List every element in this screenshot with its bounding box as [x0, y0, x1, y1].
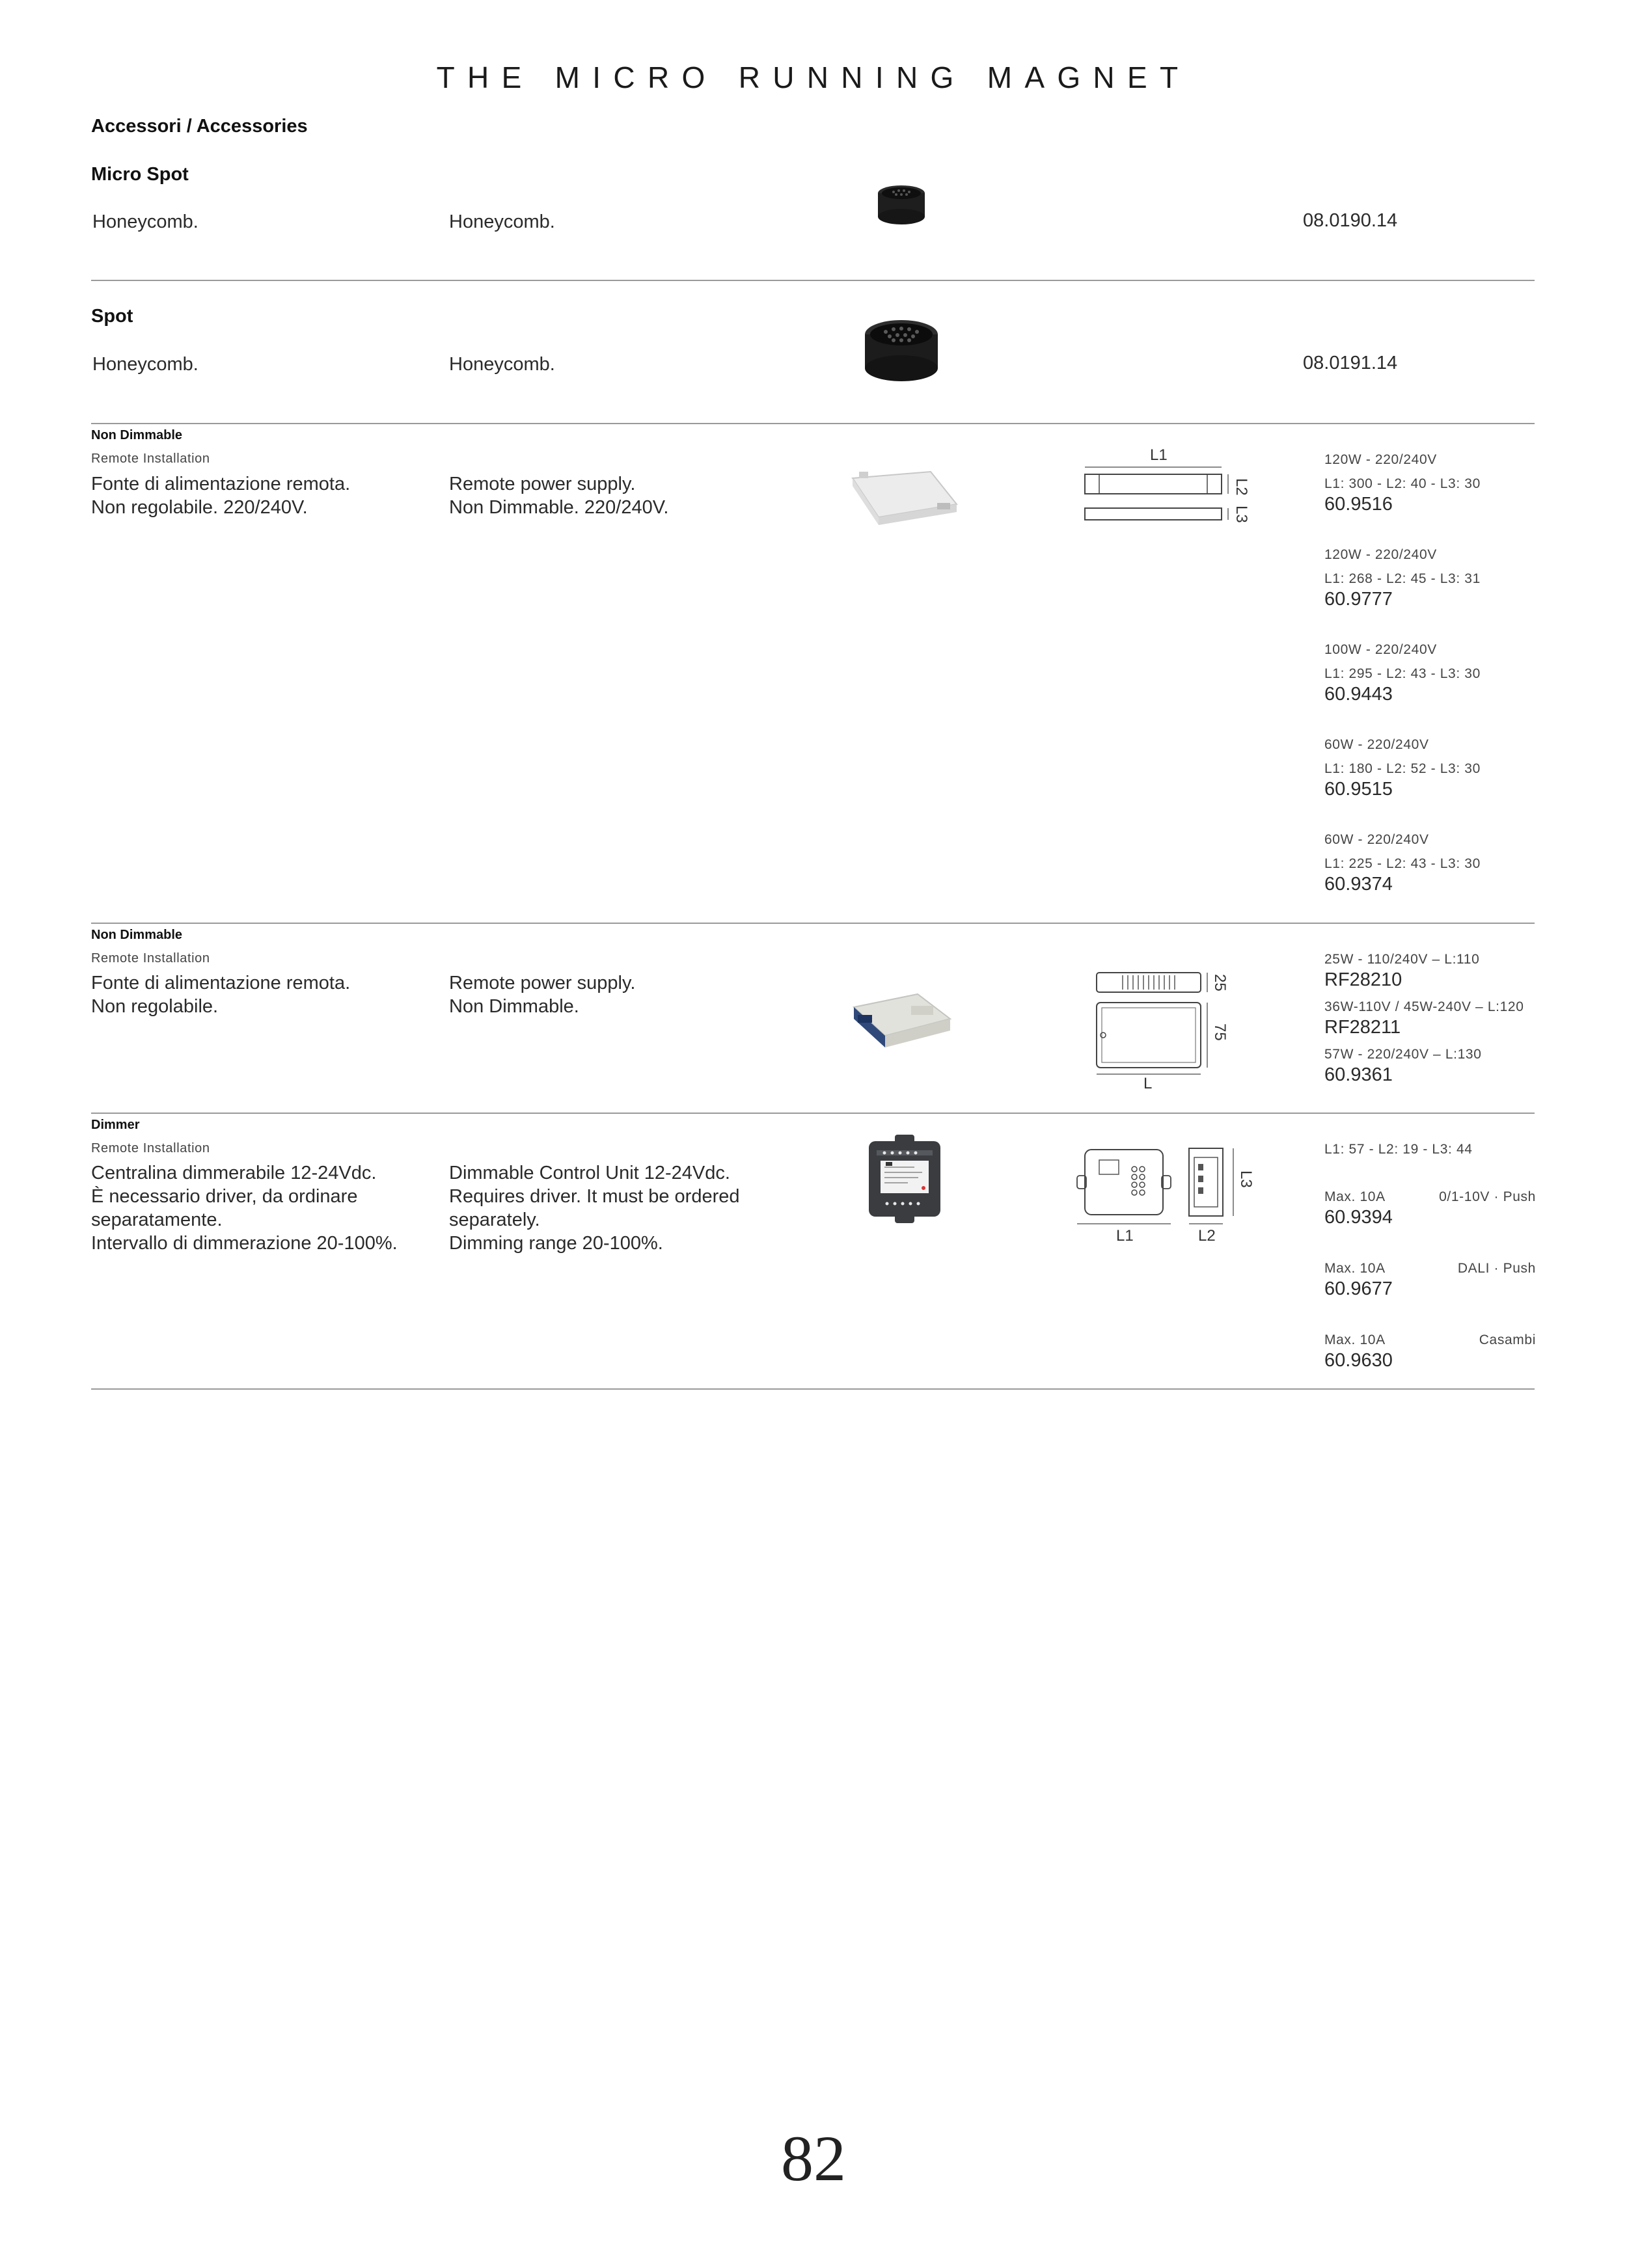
dimmer-control-unit-image: [862, 1133, 947, 1224]
dimmer-dim-l1: L1: [1116, 1227, 1134, 1245]
spot-honeycomb-image: [862, 312, 940, 390]
nd1-label: Non Dimmable: [91, 428, 183, 442]
nd1-variant: 60W - 220/240V L1: 225 - L2: 43 - L3: 30 60.9374: [1324, 832, 1481, 895]
divider: [91, 1113, 1535, 1114]
nd1-variant: 60W - 220/240V L1: 180 - L2: 52 - L3: 30 60.9515: [1324, 737, 1481, 800]
micro-spot-it: Honeycomb.: [92, 211, 198, 232]
nd2-dim-width: 75: [1211, 1023, 1229, 1041]
nd2-driver-image: [846, 982, 957, 1054]
dimmer-dim-l3: L3: [1237, 1170, 1255, 1188]
nd2-it-text: Fonte di alimentazione remota. Non regolabile.: [91, 973, 351, 1017]
dimmer-sizes: L1: 57 - L2: 19 - L3: 44: [1324, 1142, 1473, 1157]
nd2-variant-list: [1324, 951, 1539, 1094]
page-number: 82: [781, 2122, 846, 2194]
nd2-dim-height: 25: [1211, 974, 1229, 992]
dimmer-install: Remote Installation: [91, 1141, 210, 1155]
micro-spot-en: Honeycomb.: [449, 211, 555, 232]
spot-code: 08.0191.14: [1303, 353, 1398, 373]
nd1-power-supply-image: [846, 459, 963, 530]
divider: [91, 423, 1535, 424]
dimmer-variant-list: [1324, 1189, 1536, 1403]
nd1-dimension-drawing: [1077, 446, 1253, 530]
nd2-dimension-drawing: [1090, 966, 1233, 1090]
dimmer-en-text: Dimmable Control Unit 12-24Vdc. Requires driver. It must be ordered separately. Dimming range 20-100%.: [449, 1163, 740, 1254]
nd1-dim-l1: L1: [1150, 446, 1168, 464]
micro-spot-honeycomb-image: [875, 179, 927, 231]
spot-en: Honeycomb.: [449, 354, 555, 375]
spot-heading: Spot: [91, 306, 133, 327]
nd1-en-text: Remote power supply. Non Dimmable. 220/240V.: [449, 474, 669, 518]
section-heading: Accessori / Accessories: [91, 116, 308, 137]
nd2-label: Non Dimmable: [91, 928, 183, 942]
spot-it: Honeycomb.: [92, 354, 198, 375]
dimmer-variant: Max. 10A DALI · Push 60.9677: [1324, 1261, 1536, 1299]
nd2-variant: 36W-110V / 45W-240V – L:120 RF28211: [1324, 999, 1524, 1038]
nd2-install: Remote Installation: [91, 951, 210, 965]
divider: [91, 1388, 1535, 1390]
micro-spot-code: 08.0190.14: [1303, 210, 1398, 231]
nd1-variant-list: [1324, 452, 1533, 926]
nd1-it-text: Fonte di alimentazione remota. Non regolabile. 220/240V.: [91, 474, 351, 518]
divider: [91, 280, 1535, 281]
nd1-dim-l2: L2: [1233, 478, 1250, 496]
nd2-variant: 25W - 110/240V – L:110 RF28210: [1324, 952, 1480, 990]
dimmer-dimension-drawing: [1071, 1142, 1266, 1246]
dimmer-dim-l2: L2: [1198, 1227, 1216, 1245]
divider: [91, 923, 1535, 924]
nd1-install: Remote Installation: [91, 452, 210, 466]
page-title: THE MICRO RUNNING MAGNET: [436, 61, 1191, 94]
nd1-dim-l3: L3: [1233, 506, 1250, 523]
dimmer-variant: Max. 10A 0/1-10V · Push 60.9394: [1324, 1189, 1536, 1228]
nd1-variant: 120W - 220/240V L1: 300 - L2: 40 - L3: 30 60.9516: [1324, 452, 1481, 515]
nd2-en-text: Remote power supply. Non Dimmable.: [449, 973, 636, 1017]
nd2-variant: 57W - 220/240V – L:130 60.9361: [1324, 1047, 1482, 1085]
nd1-variant: 120W - 220/240V L1: 268 - L2: 45 - L3: 31 60.9777: [1324, 547, 1481, 610]
dimmer-it-text: Centralina dimmerabile 12-24Vdc. È necessario driver, da ordinare separatamente. Intervallo di dimmerazione 20-100%.: [91, 1163, 398, 1254]
dimmer-label: Dimmer: [91, 1118, 140, 1132]
nd2-dim-length: L: [1143, 1075, 1153, 1090]
nd1-variant: 100W - 220/240V L1: 295 - L2: 43 - L3: 30 60.9443: [1324, 642, 1481, 705]
dimmer-variant: Max. 10A Casambi 60.9630: [1324, 1332, 1536, 1371]
micro-spot-heading: Micro Spot: [91, 164, 189, 185]
